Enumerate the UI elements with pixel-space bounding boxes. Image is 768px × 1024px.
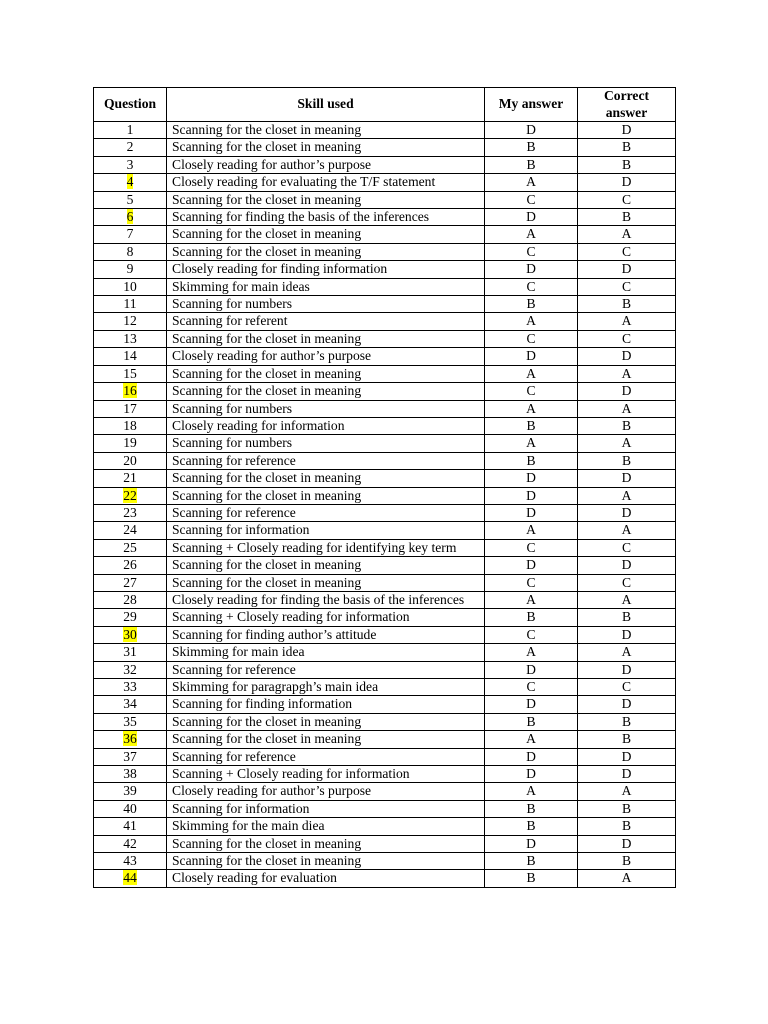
table-row: [94, 609, 676, 626]
my-answer: C: [485, 243, 578, 260]
table-row: [94, 435, 676, 452]
correct-answer: C: [578, 539, 676, 556]
question-number-cell: [94, 818, 167, 835]
question-number: 17: [123, 400, 137, 416]
skill-used: Skimming for the main diea: [167, 818, 485, 835]
table-row: [94, 748, 676, 765]
question-number: 5: [126, 191, 134, 207]
correct-answer: B: [578, 800, 676, 817]
correct-answer: D: [578, 470, 676, 487]
skill-used: Scanning for numbers: [167, 296, 485, 313]
question-number-cell: [94, 383, 167, 400]
question-number: 32: [123, 661, 137, 677]
question-number-cell: [94, 278, 167, 295]
my-answer: A: [485, 313, 578, 330]
question-number: 25: [123, 539, 137, 555]
my-answer: D: [485, 766, 578, 783]
question-number-cell: [94, 470, 167, 487]
my-answer: A: [485, 435, 578, 452]
question-number-cell: [94, 417, 167, 434]
question-number: 24: [123, 522, 137, 538]
correct-answer: B: [578, 452, 676, 469]
table-row: [94, 591, 676, 608]
question-number: 4: [126, 174, 134, 190]
correct-answer: C: [578, 679, 676, 696]
question-number: 3: [126, 156, 134, 172]
question-number: 31: [123, 644, 137, 660]
skill-used: Scanning for the closet in meaning: [167, 191, 485, 208]
my-answer: B: [485, 818, 578, 835]
correct-answer: D: [578, 122, 676, 139]
correct-answer: B: [578, 731, 676, 748]
skill-used: Scanning for reference: [167, 748, 485, 765]
skill-used: Scanning + Closely reading for information: [167, 609, 485, 626]
table-row: [94, 365, 676, 382]
correct-answer: D: [578, 661, 676, 678]
table-row: [94, 243, 676, 260]
correct-answer: B: [578, 818, 676, 835]
table-header: [94, 88, 676, 122]
question-number-cell: [94, 661, 167, 678]
question-number-cell: [94, 435, 167, 452]
question-number-cell: [94, 261, 167, 278]
skill-used: Scanning for information: [167, 522, 485, 539]
my-answer: B: [485, 296, 578, 313]
question-number-cell: [94, 679, 167, 696]
correct-answer: A: [578, 435, 676, 452]
skill-used: Closely reading for author’s purpose: [167, 156, 485, 173]
question-number-cell: [94, 313, 167, 330]
question-number: 8: [126, 243, 134, 259]
correct-answer: B: [578, 139, 676, 156]
skill-used: Scanning for reference: [167, 661, 485, 678]
table-row: [94, 504, 676, 521]
table-row: [94, 800, 676, 817]
correct-answer: B: [578, 417, 676, 434]
question-number: 7: [126, 226, 134, 242]
correct-answer: B: [578, 853, 676, 870]
table-row: [94, 452, 676, 469]
question-number: 40: [123, 800, 137, 816]
correct-answer: C: [578, 243, 676, 260]
question-number: 6: [126, 209, 134, 225]
table-row: [94, 191, 676, 208]
table-row: [94, 348, 676, 365]
question-number-cell: [94, 835, 167, 852]
table-row: [94, 853, 676, 870]
question-number: 30: [123, 626, 137, 642]
question-number-cell: [94, 487, 167, 504]
correct-answer: D: [578, 261, 676, 278]
question-number-cell: [94, 713, 167, 730]
header-question: Question: [94, 88, 167, 122]
table-row: [94, 470, 676, 487]
skill-used: Scanning for the closet in meaning: [167, 557, 485, 574]
question-number-cell: [94, 800, 167, 817]
table-row: [94, 261, 676, 278]
skill-used: Scanning for referent: [167, 313, 485, 330]
table-row: [94, 626, 676, 643]
question-number-cell: [94, 522, 167, 539]
correct-answer: D: [578, 348, 676, 365]
table-row: [94, 696, 676, 713]
table-row: [94, 731, 676, 748]
question-number-cell: [94, 626, 167, 643]
table-row: [94, 870, 676, 887]
question-number-cell: [94, 174, 167, 191]
correct-answer: B: [578, 609, 676, 626]
question-number: 15: [123, 365, 137, 381]
my-answer: B: [485, 713, 578, 730]
question-number-cell: [94, 296, 167, 313]
table-row: [94, 278, 676, 295]
skill-used: Scanning for the closet in meaning: [167, 853, 485, 870]
header-correct-answer: Correct answer: [578, 88, 676, 122]
skill-used: Scanning for numbers: [167, 400, 485, 417]
table-row: [94, 679, 676, 696]
my-answer: D: [485, 557, 578, 574]
correct-answer: B: [578, 713, 676, 730]
my-answer: A: [485, 522, 578, 539]
question-number: 23: [123, 504, 137, 520]
skill-used: Closely reading for evaluating the T/F statement: [167, 174, 485, 191]
correct-answer: D: [578, 504, 676, 521]
correct-answer: A: [578, 313, 676, 330]
table-body: [94, 122, 676, 888]
correct-answer: D: [578, 748, 676, 765]
skill-used: Closely reading for finding information: [167, 261, 485, 278]
my-answer: A: [485, 731, 578, 748]
my-answer: D: [485, 209, 578, 226]
table-row: [94, 661, 676, 678]
question-number: 16: [123, 383, 137, 399]
table-row: [94, 400, 676, 417]
table-row: [94, 296, 676, 313]
skill-used: Scanning for the closet in meaning: [167, 243, 485, 260]
correct-answer: A: [578, 591, 676, 608]
my-answer: C: [485, 278, 578, 295]
correct-answer: C: [578, 191, 676, 208]
correct-answer: C: [578, 574, 676, 591]
my-answer: A: [485, 365, 578, 382]
correct-answer: A: [578, 226, 676, 243]
question-number-cell: [94, 365, 167, 382]
header-skill-used: Skill used: [167, 88, 485, 122]
question-number-cell: [94, 139, 167, 156]
my-answer: A: [485, 174, 578, 191]
question-number: 42: [123, 835, 137, 851]
correct-answer: D: [578, 383, 676, 400]
my-answer: C: [485, 574, 578, 591]
table-row: [94, 122, 676, 139]
header-my-answer: My answer: [485, 88, 578, 122]
my-answer: D: [485, 504, 578, 521]
skill-used: Scanning for the closet in meaning: [167, 487, 485, 504]
correct-answer: D: [578, 766, 676, 783]
my-answer: D: [485, 696, 578, 713]
question-number: 41: [123, 818, 137, 834]
question-number-cell: [94, 609, 167, 626]
my-answer: B: [485, 452, 578, 469]
question-number-cell: [94, 644, 167, 661]
table-row: [94, 226, 676, 243]
table-row: [94, 156, 676, 173]
question-number: 2: [126, 139, 134, 155]
question-number-cell: [94, 731, 167, 748]
question-number: 44: [123, 870, 137, 886]
question-number-cell: [94, 539, 167, 556]
table-row: [94, 783, 676, 800]
my-answer: C: [485, 679, 578, 696]
my-answer: C: [485, 539, 578, 556]
skill-used: Closely reading for information: [167, 417, 485, 434]
my-answer: C: [485, 191, 578, 208]
skill-used: Scanning for reference: [167, 452, 485, 469]
header-row: [94, 88, 676, 122]
question-number-cell: [94, 504, 167, 521]
question-number-cell: [94, 766, 167, 783]
correct-answer: B: [578, 209, 676, 226]
question-number: 11: [123, 296, 137, 312]
table-row: [94, 574, 676, 591]
question-number-cell: [94, 557, 167, 574]
my-answer: A: [485, 644, 578, 661]
question-number: 26: [123, 557, 137, 573]
skill-used: Scanning for reference: [167, 504, 485, 521]
question-number-cell: [94, 400, 167, 417]
my-answer: B: [485, 853, 578, 870]
table-row: [94, 174, 676, 191]
correct-answer: D: [578, 696, 676, 713]
table-row: [94, 539, 676, 556]
my-answer: C: [485, 383, 578, 400]
table-row: [94, 487, 676, 504]
table-row: [94, 417, 676, 434]
skill-used: Scanning for the closet in meaning: [167, 731, 485, 748]
answer-table: [93, 87, 676, 888]
my-answer: A: [485, 783, 578, 800]
question-number-cell: [94, 853, 167, 870]
question-number: 28: [123, 591, 137, 607]
question-number: 43: [123, 853, 137, 869]
question-number: 37: [123, 748, 137, 764]
my-answer: A: [485, 400, 578, 417]
my-answer: B: [485, 139, 578, 156]
skill-used: Closely reading for author’s purpose: [167, 783, 485, 800]
table-row: [94, 383, 676, 400]
question-number: 22: [123, 487, 137, 503]
question-number-cell: [94, 783, 167, 800]
skill-used: Scanning for the closet in meaning: [167, 574, 485, 591]
skill-used: Closely reading for author’s purpose: [167, 348, 485, 365]
question-number-cell: [94, 748, 167, 765]
skill-used: Skimming for paragrapgh’s main idea: [167, 679, 485, 696]
skill-used: Scanning for the closet in meaning: [167, 330, 485, 347]
question-number-cell: [94, 243, 167, 260]
skill-used: Scanning for numbers: [167, 435, 485, 452]
skill-used: Scanning for information: [167, 800, 485, 817]
my-answer: D: [485, 122, 578, 139]
correct-answer: B: [578, 296, 676, 313]
my-answer: D: [485, 348, 578, 365]
question-number: 39: [123, 783, 137, 799]
my-answer: D: [485, 470, 578, 487]
correct-answer: D: [578, 174, 676, 191]
table-row: [94, 818, 676, 835]
question-number: 33: [123, 679, 137, 694]
question-number: 19: [123, 435, 137, 451]
my-answer: B: [485, 870, 578, 887]
skill-used: Scanning for the closet in meaning: [167, 365, 485, 382]
question-number-cell: [94, 574, 167, 591]
table-row: [94, 209, 676, 226]
question-number: 12: [123, 313, 137, 329]
table-row: [94, 835, 676, 852]
my-answer: C: [485, 626, 578, 643]
correct-answer: A: [578, 522, 676, 539]
table-row: [94, 557, 676, 574]
correct-answer: C: [578, 330, 676, 347]
question-number: 27: [123, 574, 137, 590]
correct-answer: A: [578, 487, 676, 504]
question-number-cell: [94, 122, 167, 139]
correct-answer: D: [578, 626, 676, 643]
my-answer: B: [485, 417, 578, 434]
correct-answer: A: [578, 644, 676, 661]
table-row: [94, 330, 676, 347]
skill-used: Scanning for finding the basis of the inferences: [167, 209, 485, 226]
question-number-cell: [94, 191, 167, 208]
question-number: 34: [123, 696, 137, 712]
question-number: 14: [123, 348, 137, 364]
skill-used: Scanning for the closet in meaning: [167, 226, 485, 243]
question-number: 36: [123, 731, 137, 747]
correct-answer: C: [578, 278, 676, 295]
question-number: 10: [123, 278, 137, 294]
my-answer: D: [485, 487, 578, 504]
skill-used: Scanning + Closely reading for identifying key term: [167, 539, 485, 556]
my-answer: B: [485, 609, 578, 626]
question-number: 21: [123, 470, 137, 486]
my-answer: C: [485, 330, 578, 347]
skill-used: Skimming for main ideas: [167, 278, 485, 295]
skill-used: Closely reading for finding the basis of the inferences: [167, 591, 485, 608]
skill-used: Scanning for the closet in meaning: [167, 139, 485, 156]
skill-used: Scanning + Closely reading for information: [167, 766, 485, 783]
correct-answer: A: [578, 400, 676, 417]
question-number-cell: [94, 696, 167, 713]
skill-used: Scanning for the closet in meaning: [167, 713, 485, 730]
skill-used: Scanning for finding information: [167, 696, 485, 713]
question-number: 29: [123, 609, 137, 625]
correct-answer: A: [578, 365, 676, 382]
skill-used: Skimming for main idea: [167, 644, 485, 661]
skill-used: Scanning for the closet in meaning: [167, 470, 485, 487]
my-answer: B: [485, 156, 578, 173]
skill-used: Scanning for finding author’s attitude: [167, 626, 485, 643]
question-number: 35: [123, 713, 137, 729]
question-number: 13: [123, 330, 137, 346]
correct-answer: A: [578, 783, 676, 800]
question-number: 20: [123, 452, 137, 468]
table-row: [94, 766, 676, 783]
my-answer: D: [485, 835, 578, 852]
my-answer: D: [485, 261, 578, 278]
question-number-cell: [94, 156, 167, 173]
table-row: [94, 713, 676, 730]
skill-used: Scanning for the closet in meaning: [167, 835, 485, 852]
correct-answer: B: [578, 156, 676, 173]
question-number-cell: [94, 348, 167, 365]
correct-answer: A: [578, 870, 676, 887]
question-number: 1: [126, 122, 134, 137]
correct-answer: D: [578, 557, 676, 574]
question-number-cell: [94, 591, 167, 608]
question-number: 38: [123, 766, 137, 782]
skill-used: Scanning for the closet in meaning: [167, 122, 485, 139]
my-answer: A: [485, 226, 578, 243]
table-row: [94, 139, 676, 156]
table-row: [94, 522, 676, 539]
table-row: [94, 644, 676, 661]
my-answer: D: [485, 748, 578, 765]
my-answer: B: [485, 800, 578, 817]
correct-answer: D: [578, 835, 676, 852]
question-number-cell: [94, 226, 167, 243]
question-number-cell: [94, 330, 167, 347]
my-answer: A: [485, 591, 578, 608]
question-number-cell: [94, 870, 167, 887]
question-number: 9: [126, 261, 134, 277]
question-number-cell: [94, 209, 167, 226]
skill-used: Closely reading for evaluation: [167, 870, 485, 887]
my-answer: D: [485, 661, 578, 678]
question-number-cell: [94, 452, 167, 469]
table-row: [94, 313, 676, 330]
question-number: 18: [123, 417, 137, 433]
skill-used: Scanning for the closet in meaning: [167, 383, 485, 400]
